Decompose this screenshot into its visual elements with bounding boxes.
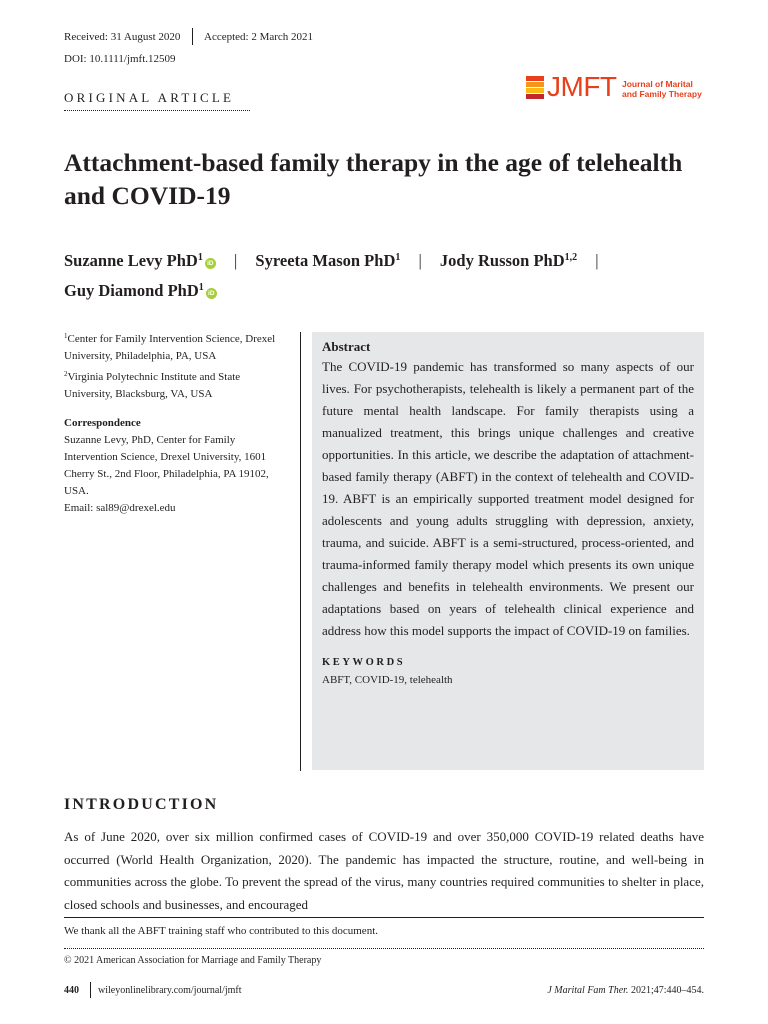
journal-website-link[interactable]: wileyonlinelibrary.com/journal/jmft xyxy=(98,985,242,996)
doi-link[interactable]: DOI: 10.1111/jmft.12509 xyxy=(64,53,176,65)
introduction-text: As of June 2020, over six million confirmed cases of COVID-19 and over 350,000 COVID-19 related deaths have occurred (World Health Organization, 2020). The pandemic has impacted the structure, routine, and well-being in communities across the globe. To prevent the spread of the virus, many countries required communities to shelter in place, closed schools and businesses, and encouraged xyxy=(64,829,704,912)
footer-divider xyxy=(90,982,91,998)
keywords-heading: KEYWORDS xyxy=(322,657,406,668)
author-separator: | xyxy=(233,251,238,270)
logo-subtitle-line2: and Family Therapy xyxy=(622,89,702,99)
copyright-notice: © 2021 American Association for Marriage and Family Therapy xyxy=(64,955,322,966)
article-type: ORIGINAL ARTICLE xyxy=(64,90,235,105)
logo-subtitle xyxy=(622,79,712,99)
logo-mark: JMFT xyxy=(547,71,617,102)
page-number: 440 xyxy=(64,985,79,996)
correspondence-email[interactable]: Email: sal89@drexel.edu xyxy=(64,502,176,514)
author-name[interactable]: Syreeta Mason PhD xyxy=(255,251,396,270)
received-date: Received: 31 August 2020 xyxy=(64,31,181,43)
logo-bars-icon xyxy=(526,76,544,100)
affiliation-sup: 1 xyxy=(64,332,68,340)
correspondence-text: Suzanne Levy, PhD, Center for Family Intervention Science, Drexel University, 1601 Cherry St., 2nd Floor, Philadelphia, PA 19102, USA. xyxy=(64,434,269,497)
introduction-heading: INTRODUCTION xyxy=(64,796,219,813)
author-affiliation-sup: 1,2 xyxy=(564,252,578,263)
author-name[interactable]: Jody Russon PhD xyxy=(439,251,565,270)
affiliation-text: Center for Family Intervention Science, Drexel University, Philadelphia, PA, USA xyxy=(64,333,276,362)
journal-citation xyxy=(547,985,704,996)
citation-volume: 2021;47:440–454. xyxy=(630,985,704,996)
affiliation xyxy=(64,328,286,365)
author-name[interactable]: Suzanne Levy PhD xyxy=(64,251,198,270)
header-divider xyxy=(192,28,193,45)
accepted-date: Accepted: 2 March 2021 xyxy=(204,31,314,43)
article-type-rule xyxy=(64,110,250,111)
column-divider xyxy=(300,332,301,771)
affiliations-column xyxy=(64,328,286,517)
affiliation xyxy=(64,366,286,403)
footnote-rule xyxy=(64,917,704,918)
keywords-list: ABFT, COVID-19, telehealth xyxy=(322,674,453,686)
abstract-box xyxy=(312,332,704,770)
author-list xyxy=(64,244,724,304)
abstract-text: The COVID-19 pandemic has transformed so many aspects of our lives. For psychotherapists, telehealth is likely a permanent part of the future mental health landscape. For family therapists using a manualized treatment, this brings unique challenges and creative opportunities. In this article, we describe the adaptation of attachment-based family therapy (ABFT) in the context of telehealth and COVID-19. ABFT is an empirically supported treatment model designed for adolescents and young adults struggling with depression, anxiety, trauma, and suicide. ABFT is a semi-structured, process-oriented, and trauma-informed family therapy model which presents its own unique challenges and benefits in telehealth environments. We present our adaptations based on years of telehealth clinical experience and address how this model supports the impact of COVID-19 on families. xyxy=(322,359,694,638)
abstract-heading: Abstract xyxy=(322,339,371,354)
affiliation-text: Virginia Polytechnic Institute and State University, Blacksburg, VA, USA xyxy=(64,371,241,400)
orcid-icon[interactable]: iD xyxy=(205,258,216,269)
article-title: Attachment-based family therapy in the age of telehealth and COVID-19 xyxy=(64,148,683,210)
author-affiliation-sup: 1 xyxy=(197,252,203,263)
logo-subtitle-line1: Journal of Marital xyxy=(622,79,693,89)
journal-abbrev: J Marital Fam Ther. xyxy=(547,985,629,996)
author-name[interactable]: Guy Diamond PhD xyxy=(64,281,199,300)
footnote-dotted-rule xyxy=(64,948,704,949)
affiliation-sup: 2 xyxy=(64,370,68,378)
author-separator: | xyxy=(595,251,599,270)
orcid-icon[interactable]: iD xyxy=(206,288,217,299)
author-affiliation-sup: 1 xyxy=(198,282,204,293)
acknowledgment-note: We thank all the ABFT training staff who contributed to this document. xyxy=(64,925,378,937)
author-separator: | xyxy=(418,251,422,270)
author-affiliation-sup: 1 xyxy=(395,252,401,263)
correspondence-heading: Correspondence xyxy=(64,417,141,429)
